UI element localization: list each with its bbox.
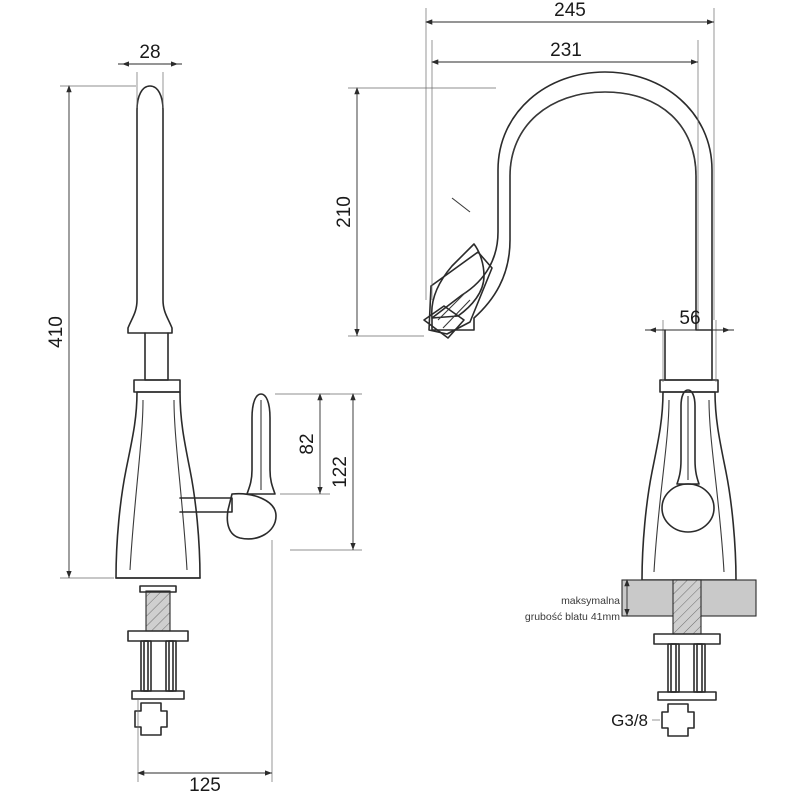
front-lever-pivot: [227, 494, 276, 539]
front-body-outline: [116, 392, 200, 578]
dim-410-label: 410: [46, 316, 67, 348]
dim-28-label: 28: [139, 42, 161, 63]
front-lever-arm: [180, 498, 232, 512]
front-stud-left: [141, 641, 151, 691]
countertop-note-line2: grubość blatu 41mm: [524, 611, 620, 623]
front-stud-right: [166, 641, 176, 691]
side-view-group: [334, 0, 756, 736]
side-body-accent-right: [709, 400, 724, 572]
front-body-accent-right: [174, 400, 187, 570]
side-body-outline: [642, 392, 736, 580]
dim-122-label: 122: [330, 456, 351, 488]
side-stud-left-inner: [671, 644, 676, 692]
front-neck-outline: [145, 333, 168, 380]
side-body-accent-left: [654, 400, 669, 572]
dim-125-label: 125: [189, 775, 221, 796]
side-stud-right: [694, 644, 705, 692]
front-body-accent-left: [130, 400, 143, 570]
thread-spec-label: G3/8: [611, 711, 648, 730]
side-spout-arc-outer: [432, 72, 712, 330]
front-view-group: [46, 42, 362, 796]
side-lever-pivot: [662, 484, 714, 532]
dim-231-label: 231: [550, 40, 582, 61]
front-bottom-bar: [132, 691, 184, 699]
side-spout-arc-inner-line: [510, 92, 696, 240]
side-column-outline: [665, 330, 712, 380]
front-spout-outline: [128, 86, 172, 333]
countertop-note-line1: maksymalna: [561, 595, 620, 607]
side-bottom-bar: [658, 692, 716, 700]
front-mount-bar: [128, 631, 188, 641]
side-arc-seam-mark: [452, 198, 470, 212]
dim-210-label: 210: [334, 196, 355, 228]
dim-56-label: 56: [679, 308, 701, 329]
front-stud-left-inner: [144, 641, 148, 691]
side-stud-left: [668, 644, 679, 692]
side-bottom-fitting: [662, 704, 694, 736]
side-mount-bar: [654, 634, 720, 644]
front-bottom-fitting: [135, 703, 167, 735]
dim-82-label: 82: [297, 433, 318, 455]
dim-245-label: 245: [554, 0, 586, 21]
side-shank: [673, 580, 701, 634]
front-collar-outline: [134, 380, 180, 392]
front-shank: [146, 591, 170, 631]
front-stud-right-inner: [169, 641, 173, 691]
side-stud-right-inner: [697, 644, 702, 692]
